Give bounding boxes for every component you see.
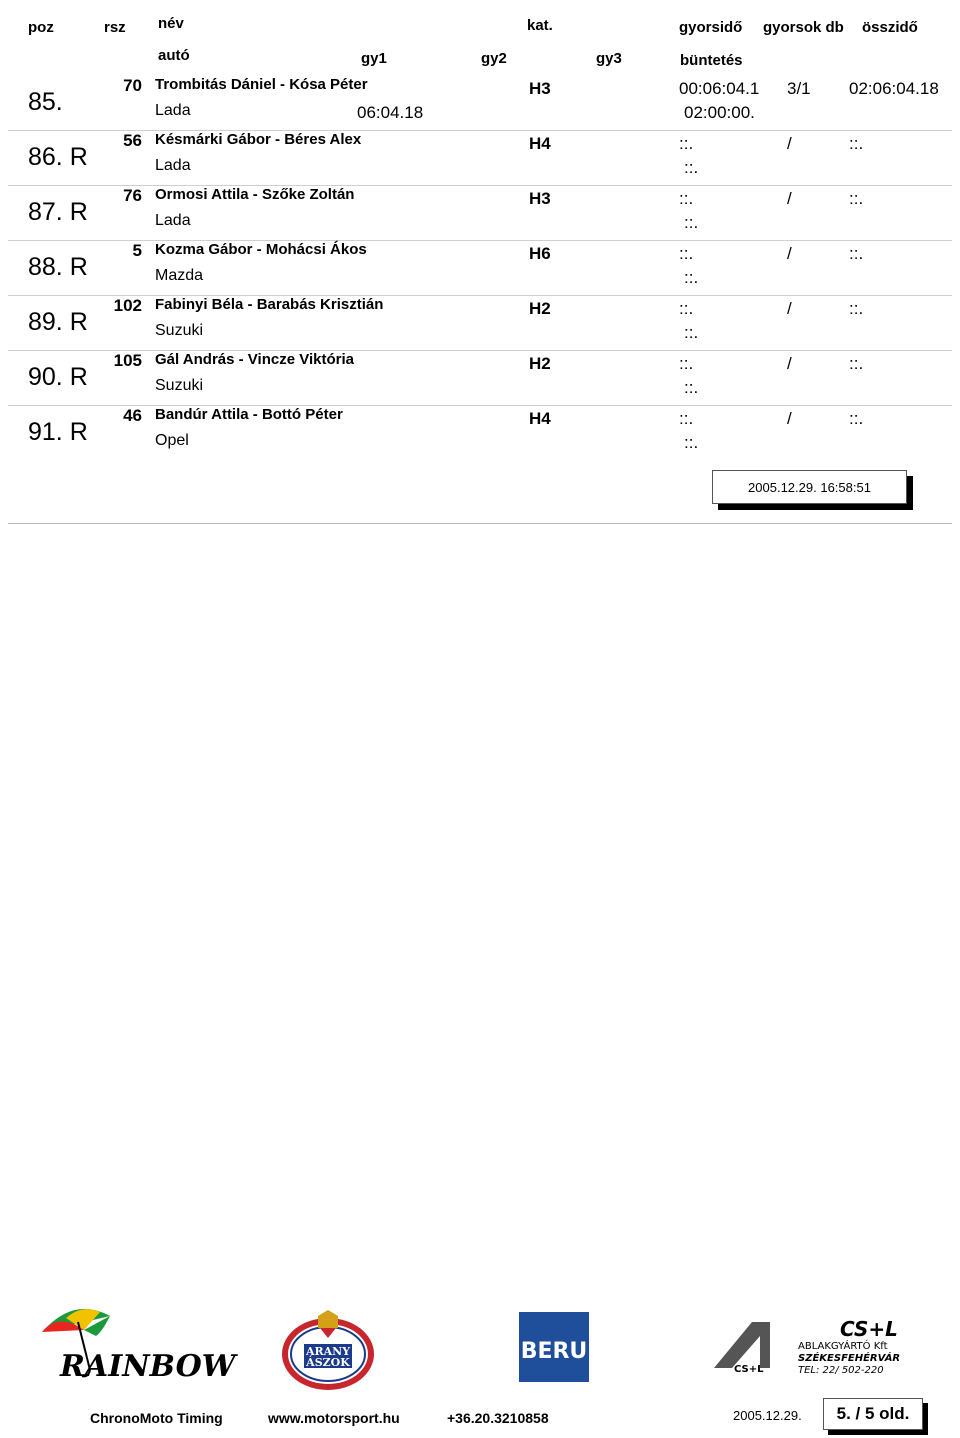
car: Opel [155, 432, 189, 449]
header-poz: poz [28, 19, 54, 36]
stage-time: ::. [679, 134, 694, 153]
crew-name: Trombitás Dániel - Kósa Péter [155, 76, 368, 93]
crew-name: Fabinyi Béla - Barabás Krisztián [155, 296, 384, 313]
csl-city: SZÉKESFEHÉRVÁR [798, 1353, 901, 1364]
stage-count: / [787, 244, 792, 263]
stage-count: / [787, 299, 792, 318]
start-number: 76 [123, 186, 142, 205]
penalty: ::. [684, 433, 699, 452]
penalty: ::. [684, 323, 699, 342]
csl-wordmark: CS+L [840, 1317, 898, 1341]
stage-count: / [787, 189, 792, 208]
category: H2 [529, 354, 551, 373]
start-number: 5 [132, 241, 142, 260]
header-kat: kat. [527, 17, 553, 34]
header-osszido: összidő [862, 19, 918, 36]
start-number: 46 [123, 406, 142, 425]
header-gy3: gy3 [596, 50, 622, 67]
stage-time: ::. [679, 189, 694, 208]
header-gyorsido: gyorsidő [679, 19, 743, 36]
category: H4 [529, 134, 551, 153]
table-row [0, 131, 960, 186]
total-time: ::. [849, 134, 864, 153]
stage-count: 3/1 [787, 79, 811, 98]
start-number: 102 [113, 296, 142, 315]
car: Lada [155, 157, 191, 174]
category: H4 [529, 409, 551, 428]
penalty: ::. [684, 378, 699, 397]
header-gyorsok-db: gyorsok db [763, 19, 844, 36]
penalty: ::. [684, 158, 699, 177]
aszok-text: ÁSZOK [306, 1356, 350, 1369]
car: Lada [155, 102, 191, 119]
stage-time: 00:06:04.1 [679, 79, 760, 98]
footer-organizer: ChronoMoto Timing [90, 1410, 223, 1426]
category: H2 [529, 299, 551, 318]
beer-crest-icon [280, 1308, 376, 1392]
car: Suzuki [155, 322, 204, 339]
start-number: 105 [113, 351, 142, 370]
crew-name: Késmárki Gábor - Béres Alex [155, 131, 362, 148]
stage-time: ::. [679, 299, 694, 318]
crew-name: Ormosi Attila - Szőke Zoltán [155, 186, 355, 203]
rainbow-wordmark: RAINBOW [60, 1349, 236, 1384]
beru-badge-icon [519, 1312, 589, 1382]
penalty: ::. [684, 268, 699, 287]
header-gy2: gy2 [481, 50, 507, 67]
rainbow-logo [38, 1300, 236, 1390]
total-time: 02:06:04.18 [849, 79, 939, 98]
position: 91. R [28, 418, 88, 446]
footer-website: www.motorsport.hu [268, 1410, 400, 1426]
position: 87. R [28, 198, 88, 226]
section-divider [8, 523, 952, 524]
header-gy1: gy1 [361, 50, 387, 67]
start-number: 70 [123, 76, 142, 95]
stage-count: / [787, 354, 792, 373]
csl-small-text: CS+L [734, 1364, 764, 1375]
total-time: ::. [849, 189, 864, 208]
total-time: ::. [849, 244, 864, 263]
start-number: 56 [123, 131, 142, 150]
category: H3 [529, 79, 551, 98]
penalty: 02:00:00. [684, 103, 755, 122]
stage-1-time: 06:04.18 [357, 103, 424, 122]
stage-time: ::. [679, 354, 694, 373]
csl-phone: TEL: 22/ 502-220 [798, 1365, 884, 1376]
header-buntetes: büntetés [680, 52, 743, 69]
table-row [0, 351, 960, 406]
page-number: 5. / 5 old. [823, 1398, 923, 1430]
table-row [0, 186, 960, 241]
category: H3 [529, 189, 551, 208]
position: 90. R [28, 363, 88, 391]
header-auto: autó [158, 47, 190, 64]
total-time: ::. [849, 354, 864, 373]
penalty: ::. [684, 213, 699, 232]
header-rsz: rsz [104, 19, 126, 36]
total-time: ::. [849, 409, 864, 428]
table-row [0, 76, 960, 131]
car: Suzuki [155, 377, 204, 394]
footer-date: 2005.12.29. [733, 1408, 802, 1423]
table-row [0, 241, 960, 296]
stage-count: / [787, 409, 792, 428]
stage-time: ::. [679, 244, 694, 263]
crew-name: Gál András - Vincze Viktória [155, 351, 354, 368]
beru-logo [519, 1312, 589, 1382]
print-timestamp: 2005.12.29. 16:58:51 [712, 470, 907, 504]
umbrella-icon [38, 1300, 236, 1390]
stage-count: / [787, 134, 792, 153]
table-row [0, 406, 960, 461]
beru-text: BERU [520, 1339, 588, 1364]
position: 85. [28, 88, 63, 116]
table-row [0, 296, 960, 351]
stage-time: ::. [679, 409, 694, 428]
arany-aszok-logo [280, 1308, 376, 1392]
car: Mazda [155, 267, 204, 284]
csl-company: ABLAKGYÁRTÓ Kft [798, 1341, 888, 1352]
position: 89. R [28, 308, 88, 336]
arany-text: ARANY [305, 1345, 351, 1358]
crew-name: Bandúr Attila - Bottó Péter [155, 406, 343, 423]
crew-name: Kozma Gábor - Mohácsi Ákos [155, 241, 367, 258]
position: 88. R [28, 253, 88, 281]
total-time: ::. [849, 299, 864, 318]
car: Lada [155, 212, 191, 229]
header-nev: név [158, 15, 184, 32]
category: H6 [529, 244, 551, 263]
window-factory-icon [712, 1318, 927, 1378]
csl-logo [712, 1318, 927, 1378]
footer-phone: +36.20.3210858 [447, 1410, 549, 1426]
position: 86. R [28, 143, 88, 171]
